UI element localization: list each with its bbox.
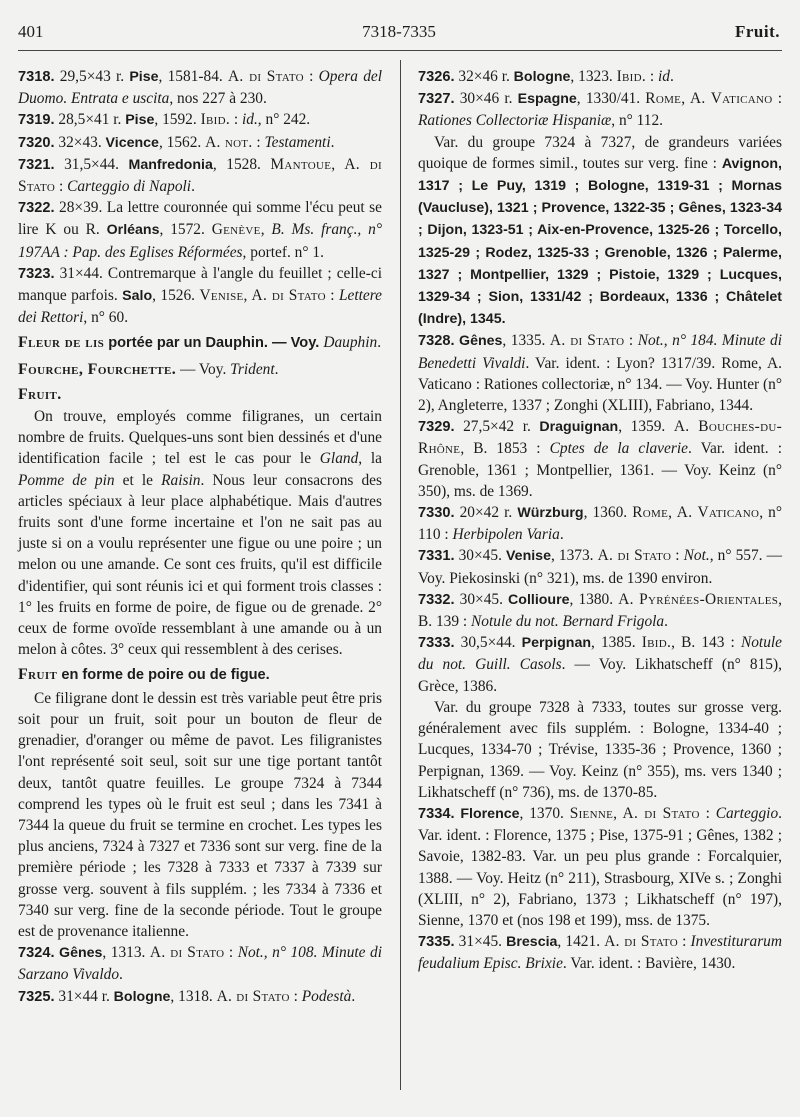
entry-7326: 7326. 32×46 r. Bologne, 1323. Ibid. : id. [418, 68, 674, 85]
entry-7335: 7335. 31×45. Brescia, 1421. A. di Stato : Investiturarum feudalium Episc. Brixie. Var. ident. : Bavière, 1430. [418, 933, 782, 973]
page-header [18, 22, 780, 46]
entry-7331: 7331. 30×45. Venise, 1373. A. di Stato : Not., n° 557. — Voy. Piekosinski (n° 321), ms. de 1390 environ. [418, 547, 782, 587]
fruit-poire-paragraph: Ce filigrane dont le dessin est très variable peut être pris soit pour un fruit, soit pour un bouton de fleur de grenadier, d'oranger ou même de pavot. Les filigranistes l'ont représenté soit seul, soit sur une tige portant tantôt deux, tantôt quatre feuilles. Le groupe 7324 à 7344 comprend les types où le fruit est seul ; dans les 7341 à 7344 la queue du fruit se termine en crochet. Les types les plus anciens, 7324 à 7327 et 7336 sont sur verg. fine de la première période ; les 7328 à 7333 et 7337 à 7339 sur grosse verg. souvent à fils supplém. ; les 7334 à 7336 et 7340 sur verg. fine de la seconde période. Tout le groupe est de provenance italienne. [18, 689, 382, 940]
entry-7332: 7332. 30×45. Collioure, 1380. A. Pyrénées-Orientales, B. 139 : Notule du not. Bernard Frigola. [418, 590, 783, 631]
heading-fruit-poire: Fruit en forme de poire ou de figue. [18, 666, 270, 684]
entry-7321: 7321. 31,5×44. Manfredonia, 1528. Mantoue, A. di Stato : Carteggio di Napoli. [18, 155, 382, 196]
entry-7333: 7333. 30,5×44. Perpignan, 1385. Ibid., B. 143 : Notule du not. Guill. Casols. — Voy. Likhatscheff (n° 815), Grèce, 1386. [418, 634, 782, 695]
heading-fleur-de-lis: Fleur de lis portée par un Dauphin. — Voy. Dauphin. [18, 334, 382, 352]
entry-7319: 7319. 28,5×41 r. Pise, 1592. Ibid. : id., n° 242. [18, 111, 311, 129]
page-number: 401 [18, 22, 44, 41]
header-rule [18, 50, 782, 51]
entry-7325: 7325. 31×44 r. Bologne, 1318. A. di Stato : Podestà. [18, 987, 356, 1005]
entry-7323: 7323. 31×44. Contremarque à l'angle du feuillet ; celle-ci manque parfois. Salo, 1526. Venise, A. di Stato : Lettere dei Rettori, n° 60. [18, 264, 383, 327]
entry-7330: 7330. 20×42 r. Würzburg, 1360. Rome, A. Vaticano, n° 110 : Herbipolen Varia. [418, 504, 783, 544]
entry-7334: 7334. Florence, 1370. Sienne, A. di Stato : Carteggio. Var. ident. : Florence, 1375 ; Pise, 1375-91 ; Gênes, 1382 ; Savoie, 1382-83. Var. un peu plus grande : Forcalquier, 1388. — Voy. Heitz (n° 211), Strasbourg, XIVe s. ; Zonghi (XLIII, n° 2), Fabriano, 1373 ; Likhatscheff (n° 197), Sienne, 1370 et (nos 198 et 199), mss. de 1375. [418, 804, 782, 929]
entry-7329: 7329. 27,5×42 r. Draguignan, 1359. A. Bouches-du-Rhône, B. 1853 : Cptes de la claverie. Var. ident. : Grenoble, 1361 ; Montpellier, 1361. — Voy. Keinz (n° 350), ms. de 1369. [418, 418, 783, 500]
heading-fruit: Fruit. [18, 385, 62, 403]
entry-7328: 7328. Gênes, 1335. A. di Stato : Not., n° 184. Minute di Benedetti Vivaldi. Var. ident. : Lyon? 1317/39. Rome, A. Vaticano : Rationes collectoriæ, n° 134. — Voy. Hunter (n° 2), Angleterre, 1337 ; Zonghi (XLIII), Fabriano, 1344. [418, 332, 782, 415]
variants-7327: Var. du groupe 7324 à 7327, de grandeurs variées quoique de formes simil., toutes sur verg. fine : Avignon, 1317 ; Le Puy, 1319 ; Bologne, 1319-31 ; Mornas (Vaucluse), 1321 ; Provence, 1322-35 ; Gênes, 1323-34 ; Dijon, 1323-51 ; Aix-en-Provence, 1325-26 ; Torcello, 1325-29 ; Rodez, 1325-33 ; Grenoble, 1326 ; Palerme, 1327 ; Montpellier, 1329 ; Pistoie, 1329 ; Lucques, 1329-34 ; Sion, 1331/42 ; Bordeaux, 1336 ; Châtelet (Indre), 1345. [418, 133, 782, 328]
column-divider [400, 60, 401, 1090]
entry-7318: 7318. 29,5×43 r. Pise, 1581-84. A. di Stato : Opera del Duomo. Entrata e uscita, nos 227 à 230. [18, 68, 382, 108]
entry-7327: 7327. 30×46 r. Espagne, 1330/41. Rome, A. Vaticano : Rationes Collectoriæ Hispaniæ, n° 112. [418, 90, 783, 130]
right-column [418, 66, 782, 975]
entry-range: 7318-7335 [362, 22, 436, 41]
heading-fourche: Fourche, Fourchette. — Voy. Trident. [18, 360, 279, 378]
entry-7320: 7320. 32×43. Vicence, 1562. A. not. : Testamenti. [18, 133, 335, 151]
left-column [18, 66, 382, 1008]
entry-7324: 7324. Gênes, 1313. A. di Stato : Not., n° 108. Minute di Sarzano Vivaldo. [18, 944, 382, 984]
fruit-intro-paragraph: On trouve, employés comme filigranes, un certain nombre de fruits. Quelques-uns sont bien dessinés et d'une identification facile ; tel est le cas pour le Gland, la Pomme de pin et le Raisin. Nous leur consacrons des articles spéciaux à leur place alphabétique. Mais d'autres fruits sont d'une forme incertaine et l'on ne sait pas au juste si on a voulu représenter une figue ou une poire ; un melon ou une amande. Ce sont ces fruits, qu'il est difficile d'identifier, qui sont réunis ici et qui forment trois classes : 1° les fruits en forme de poire, de figue ou de grenade. 2° ceux de forme ovoïde ressemblant à une amande ou à un melon à côtes. 3° ceux qui ressemblent à des cerises. [18, 408, 383, 659]
variants-7333: Var. du groupe 7328 à 7333, toutes sur grosse verg. généralement avec fils supplém. : Bologne, 1334-40 ; Lucques, 1334-70 ; Trévise, 1335-36 ; Provence, 1360 ; Perpignan, 1369. — Voy. Keinz (n° 355), ms. vers 1340 ; Likhatscheff (n° 736), ms. de 1370-85. [418, 698, 782, 801]
entry-7322: 7322. 28×39. La lettre couronnée qui somme l'écu peut se lire K ou R. Orléans, 1572. Genève, B. Ms. franç., n° 197AA : Pap. des Eglises Réformées, portef. n° 1. [18, 199, 382, 261]
section-title: Fruit. [734, 22, 780, 41]
